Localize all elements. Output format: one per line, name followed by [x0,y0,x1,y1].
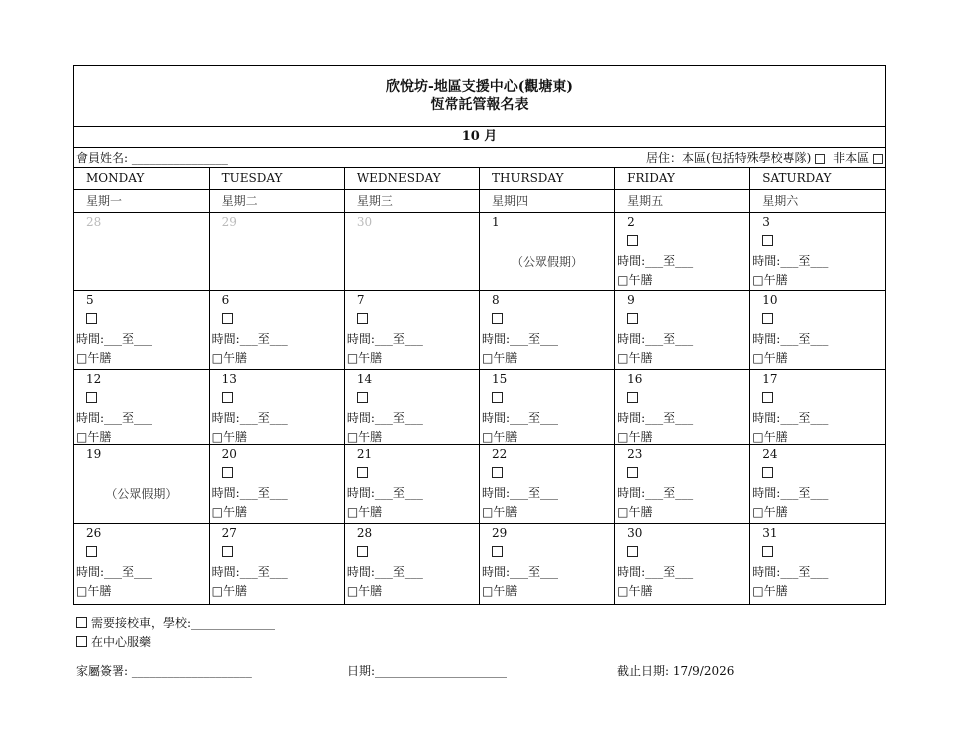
day-cell[interactable] [209,445,344,524]
day-number: 19 [86,447,102,461]
weekday-zh: 星期三 [344,190,479,213]
lunch-option[interactable]: □午膳 [481,430,518,444]
weekday-en: WEDNESDAY [344,168,479,190]
lunch-option[interactable]: □午膳 [617,430,653,444]
week-row [74,370,885,445]
time-field[interactable]: 時間:___至___ [617,411,694,425]
day-cell[interactable] [344,445,479,524]
day-cell[interactable] [615,370,750,445]
time-field[interactable]: 時間:___至___ [617,332,694,346]
day-cell[interactable] [209,370,344,445]
day-checkbox[interactable] [492,392,503,403]
time-field[interactable]: 時間:___至___ [481,565,559,579]
weekday-zh: 星期五 [615,190,750,213]
week-row [74,213,885,291]
lunch-option[interactable]: □午膳 [617,505,653,519]
day-number: 26 [86,526,102,540]
day-cell[interactable] [344,291,479,370]
day-cell[interactable] [479,370,614,445]
day-number: 30 [627,526,643,540]
form-name: 恆常託管報名表 [430,97,529,113]
lunch-option[interactable]: □午膳 [346,430,383,444]
day-number: 6 [221,293,230,307]
day-number: 29 [221,215,237,229]
day-cell[interactable] [344,524,479,604]
time-field[interactable]: 時間:___至___ [76,411,153,425]
day-checkbox[interactable] [222,392,233,403]
weekday-zh: 星期六 [750,190,885,213]
day-cell [479,213,614,291]
day-cell[interactable] [479,445,614,524]
day-number: 28 [356,526,373,540]
school-bus-checkbox[interactable] [76,617,87,628]
day-checkbox[interactable] [86,313,97,324]
time-field[interactable]: 時間:___至___ [481,486,559,500]
time-field[interactable]: 時間:___至___ [617,254,694,268]
day-number: 12 [86,372,102,386]
day-cell[interactable] [209,291,344,370]
day-checkbox[interactable] [492,546,503,557]
day-checkbox[interactable] [357,392,368,403]
lunch-option[interactable]: □午膳 [481,505,518,519]
month-label: 10 月 [74,127,885,148]
parent-signature-field[interactable]: 家屬簽署: ____________________ [76,664,252,678]
registration-form [73,65,886,605]
day-checkbox[interactable] [357,467,368,478]
day-number: 22 [491,447,508,461]
day-cell[interactable] [209,524,344,604]
lunch-option[interactable]: □午膳 [76,584,112,598]
form-title [74,66,885,127]
day-number: 30 [356,215,373,229]
day-checkbox[interactable] [762,235,773,246]
day-number: 1 [491,215,500,229]
lunch-option[interactable]: □午膳 [752,273,788,287]
weekday-zh: 星期四 [479,190,614,213]
lunch-option[interactable]: □午膳 [752,351,788,365]
day-number: 13 [221,372,237,386]
day-checkbox[interactable] [357,546,368,557]
lunch-option[interactable]: □午膳 [211,351,247,365]
day-number: 17 [762,372,778,386]
day-cell[interactable] [750,370,885,445]
time-field[interactable]: 時間:___至___ [617,486,694,500]
day-cell[interactable] [74,524,209,604]
day-cell[interactable] [74,370,209,445]
day-number: 10 [762,293,778,307]
weekday-en: SATURDAY [750,168,885,190]
lunch-option[interactable]: □午膳 [752,430,788,444]
day-checkbox[interactable] [86,392,97,403]
info-row [74,148,885,168]
residence-checkbox[interactable] [815,154,825,164]
time-field[interactable]: 時間:___至___ [752,565,829,579]
day-cell[interactable] [479,524,614,604]
time-field[interactable]: 時間:___至___ [76,565,153,579]
time-field[interactable]: 時間:___至___ [617,565,694,579]
time-field[interactable]: 時間:___至___ [752,254,829,268]
day-cell[interactable] [750,291,885,370]
day-checkbox[interactable] [627,392,638,403]
day-cell[interactable] [615,524,750,604]
weekday-en: MONDAY [74,168,209,190]
lunch-option[interactable]: □午膳 [752,505,788,519]
day-checkbox[interactable] [492,313,503,324]
weekday-zh: 星期一 [74,190,209,213]
day-cell[interactable] [479,291,614,370]
day-number: 3 [762,215,770,229]
lunch-option[interactable]: □午膳 [617,351,653,365]
holiday-note: （公眾假期） [105,487,178,501]
time-field[interactable]: 時間:___至___ [346,411,423,425]
weekday-en: THURSDAY [479,168,614,190]
lunch-option[interactable]: □午膳 [211,430,247,444]
day-cell [74,213,209,291]
lunch-option[interactable]: □午膳 [76,351,112,365]
member-name-field[interactable]: 會員姓名: ________________ [76,151,228,165]
residence-label: 居住：本區(包括特殊學校專隊) [645,151,812,165]
deadline-text: 截止日期: 17/9/2026 [617,664,735,678]
day-checkbox[interactable] [222,546,233,557]
day-cell[interactable] [750,213,885,291]
weekday-header-en [74,168,885,190]
day-number: 15 [491,372,508,386]
center-name: 欣悅坊-地區支援中心(觀塘東) [385,79,574,95]
day-cell[interactable] [615,213,750,291]
day-number: 14 [356,372,373,386]
residence-option[interactable] [646,149,825,166]
time-field[interactable]: 時間:___至___ [752,411,829,425]
day-number: 8 [491,293,500,307]
holiday-note: （公眾假期） [511,255,584,269]
day-number: 20 [221,447,237,461]
day-checkbox[interactable] [222,313,233,324]
lunch-option[interactable]: □午膳 [481,584,518,598]
day-number: 21 [356,447,373,461]
day-checkbox[interactable] [86,546,97,557]
lunch-option[interactable]: □午膳 [346,584,383,598]
medication-option[interactable] [76,633,151,650]
day-number: 29 [491,526,508,540]
non-district-checkbox[interactable] [873,154,883,164]
weekday-en: FRIDAY [615,168,750,190]
school-bus-option[interactable] [76,614,275,631]
time-field[interactable]: 時間:___至___ [76,332,153,346]
day-cell[interactable] [615,291,750,370]
date-field[interactable]: 日期:______________________ [347,664,508,678]
weekday-en: TUESDAY [209,168,344,190]
day-number: 24 [762,447,778,461]
medication-checkbox[interactable] [76,636,87,647]
day-number: 9 [627,293,635,307]
day-checkbox[interactable] [627,546,638,557]
time-field[interactable]: 時間:___至___ [481,411,559,425]
day-cell[interactable] [750,524,885,604]
day-checkbox[interactable] [762,546,773,557]
day-number: 28 [86,215,102,229]
calendar-table [74,168,885,604]
week-row [74,291,885,370]
day-checkbox[interactable] [627,235,638,246]
lunch-option[interactable]: □午膳 [752,584,788,598]
lunch-option[interactable]: □午膳 [617,273,653,287]
day-number: 2 [627,215,635,229]
time-field[interactable]: 時間:___至___ [211,411,288,425]
day-checkbox[interactable] [762,313,773,324]
non-district-option[interactable] [833,149,883,166]
day-number: 5 [86,293,94,307]
lunch-option[interactable]: □午膳 [346,505,383,519]
day-cell [74,445,209,524]
lunch-option[interactable]: □午膳 [617,584,653,598]
time-field[interactable]: 時間:___至___ [211,486,288,500]
medication-label: 在中心服藥 [91,635,152,649]
lunch-option[interactable]: □午膳 [481,351,518,365]
day-cell [344,213,479,291]
day-checkbox[interactable] [627,313,638,324]
lunch-option[interactable]: □午膳 [211,584,247,598]
day-cell[interactable] [750,445,885,524]
time-field[interactable]: 時間:___至___ [211,332,288,346]
school-bus-label: 需要接校車，學校:______________ [91,616,276,630]
day-checkbox[interactable] [357,313,368,324]
day-number: 31 [762,526,778,540]
time-field[interactable]: 時間:___至___ [211,565,288,579]
time-field[interactable]: 時間:___至___ [346,565,423,579]
time-field[interactable]: 時間:___至___ [481,332,559,346]
day-number: 16 [627,372,643,386]
time-field[interactable]: 時間:___至___ [346,486,423,500]
time-field[interactable]: 時間:___至___ [752,486,829,500]
lunch-option[interactable]: □午膳 [76,430,112,444]
day-checkbox[interactable] [762,467,773,478]
day-number: 27 [221,526,237,540]
time-field[interactable]: 時間:___至___ [346,332,423,346]
lunch-option[interactable]: □午膳 [346,351,383,365]
day-cell[interactable] [615,445,750,524]
day-checkbox[interactable] [627,467,638,478]
day-checkbox[interactable] [222,467,233,478]
day-cell [209,213,344,291]
day-checkbox[interactable] [492,467,503,478]
weekday-header-zh [74,190,885,213]
day-number: 23 [627,447,643,461]
weekday-zh: 星期二 [209,190,344,213]
week-row [74,524,885,604]
day-cell[interactable] [344,370,479,445]
time-field[interactable]: 時間:___至___ [752,332,829,346]
non-district-label: 非本區 [833,151,870,165]
lunch-option[interactable]: □午膳 [211,505,247,519]
week-row [74,445,885,524]
day-checkbox[interactable] [762,392,773,403]
day-number: 7 [356,293,365,307]
day-cell[interactable] [74,291,209,370]
